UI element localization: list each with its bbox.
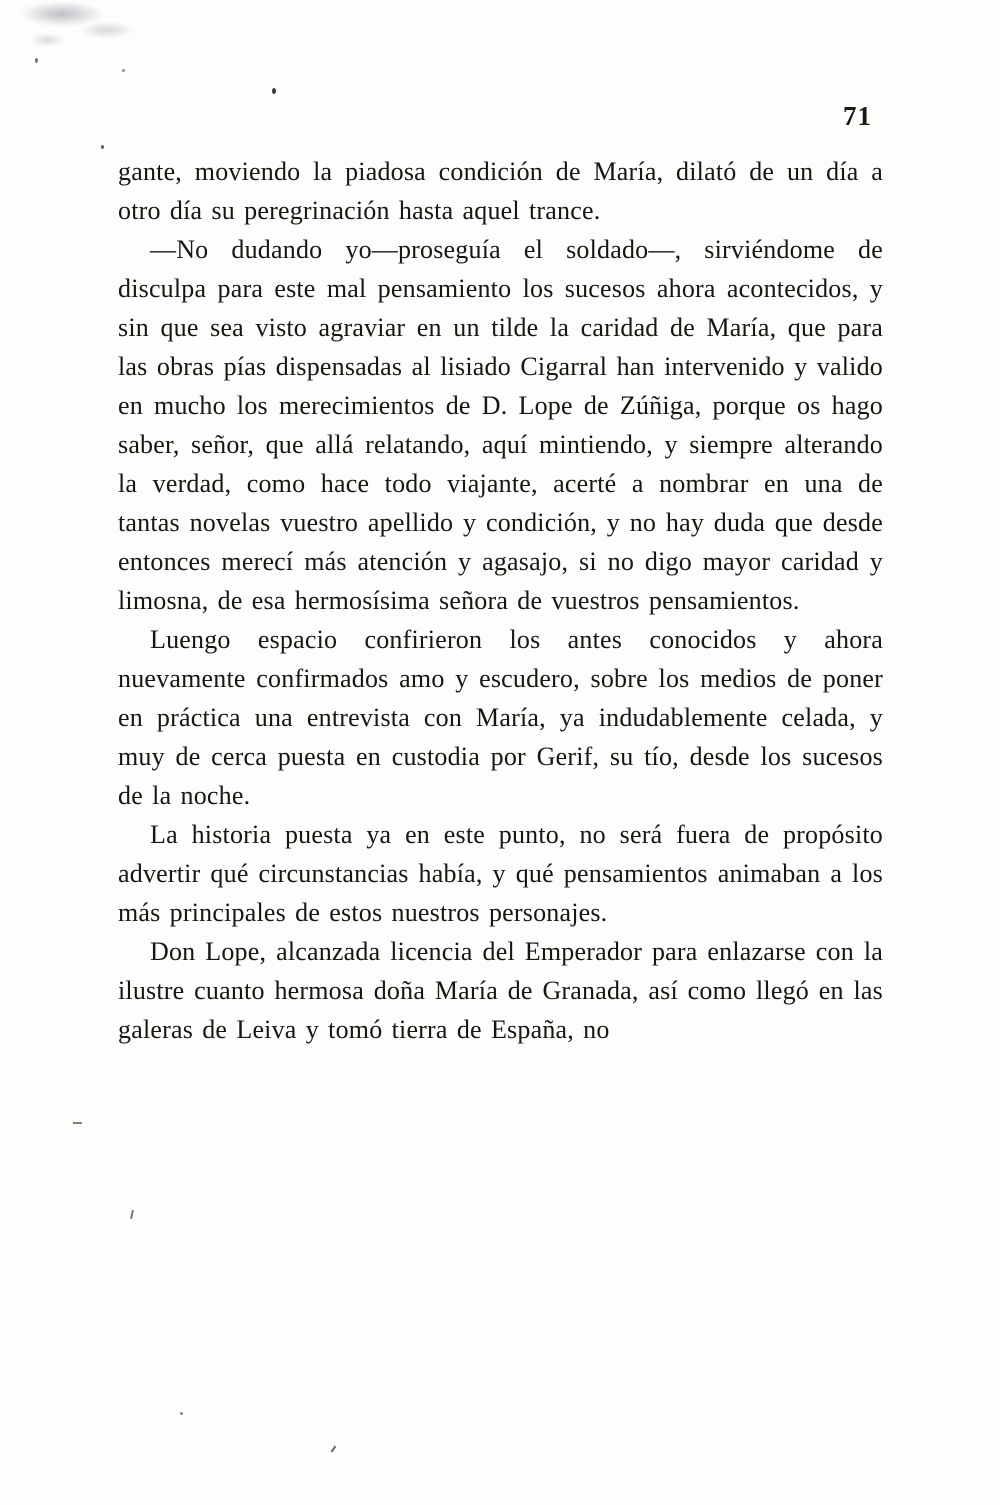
paragraph: Don Lope, alcanzada licencia del Emperador para enlazarse con la ilustre cuanto hermosa doña María de Granada, así como llegó en las galeras de Leiva y tomó tierra de España, no <box>118 937 883 1044</box>
scan-speck-artifact <box>101 145 104 149</box>
scan-speck-artifact <box>35 58 38 63</box>
paragraph: Luengo espacio confirieron los antes conocidos y ahora nuevamente confirmados amo y escudero, sobre los medios de poner en práctica una entrevista con María, ya indudablemente celada, y muy de cerca puesta en custodia por Gerif, su tío, desde los sucesos de la noche. <box>118 625 883 810</box>
scan-smudge-artifact <box>22 0 152 52</box>
scan-mark-artifact <box>73 1122 82 1124</box>
paragraph: —No dudando yo—proseguía el soldado—, sirviéndome de disculpa para este mal pensamiento los sucesos ahora acontecidos, y sin que sea visto agraviar en un tilde la caridad de María, que para las obras pías dispensadas al lisiado Cigarral han intervenido y valido en mucho los merecimientos de D. Lope de Zúñiga, porque os hago saber, señor, que allá relatando, aquí mintiendo, y siempre alterando la verdad, como hace todo viajante, acerté a nombrar en una de tantas novelas vuestro apellido y condición, y no hay duda que desde entonces merecí más atención y agasajo, si no digo mayor caridad y limosna, de esa hermosísima señora de vuestros pensamientos. <box>118 235 883 615</box>
paragraph: gante, moviendo la piadosa condición de María, dilató de un día a otro día su peregrinación hasta aquel trance. <box>118 157 883 225</box>
scan-mark-artifact <box>130 1210 134 1219</box>
body-text <box>118 152 883 1049</box>
page-number: 71 <box>843 101 872 131</box>
scan-speck-artifact <box>122 69 125 72</box>
scan-speck-artifact <box>272 88 276 94</box>
paragraph: La historia puesta ya en este punto, no será fuera de propósito advertir qué circunstancias había, y qué pensamientos animaban a los más principales de estos nuestros personajes. <box>118 820 883 927</box>
scan-mark-artifact <box>331 1446 337 1453</box>
scan-speck-artifact <box>180 1412 183 1415</box>
